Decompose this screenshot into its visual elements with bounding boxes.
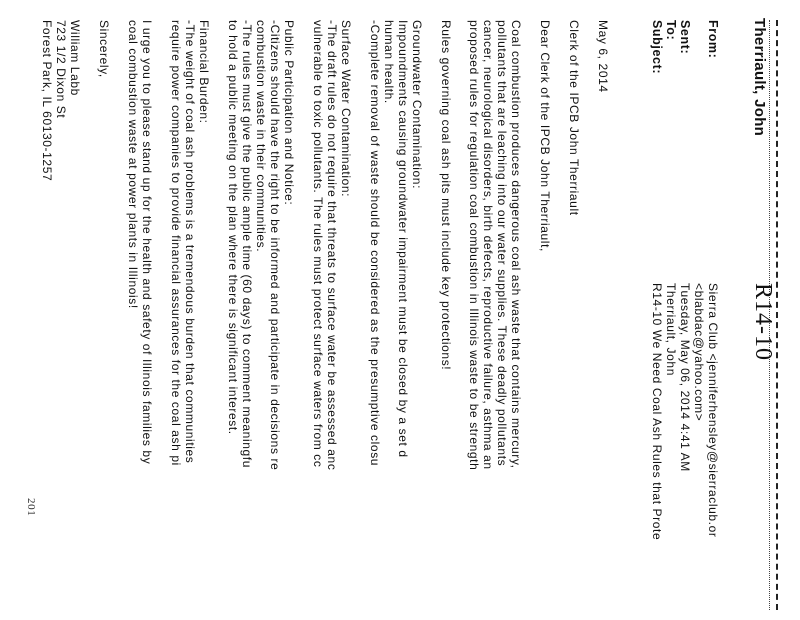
public-participation-line-2: combustion waste in their communities. bbox=[254, 20, 268, 253]
surface-water-line-1: -The draft rules do not require that threats to surface water be assessed anc bbox=[325, 20, 339, 471]
intro-line-4: proposed rules for regulation coal combustion in Illinois waste to be strength bbox=[467, 20, 481, 471]
groundwater-line-2: human health. bbox=[382, 20, 396, 104]
key-protections: Rules governing coal ash pits must include key protections! bbox=[439, 20, 453, 371]
financial-heading: Financial Burden: bbox=[197, 20, 211, 124]
public-participation-line-4: to hold a public meeting on the plan where there is significant interest. bbox=[226, 20, 240, 435]
public-participation-line-1: -Citizens should have the right to be informed and participate in decisions re bbox=[268, 20, 282, 471]
signature-address: 723 1/2 Dixon St bbox=[54, 20, 68, 119]
signoff: Sincerely, bbox=[97, 20, 111, 78]
sent-label: Sent: bbox=[678, 20, 692, 55]
intro-line-2: pollutants that are leaching into our water supplies. These deadly pollutants bbox=[495, 20, 509, 467]
from-value: Sierra Club <jenniferhensley@sierraclub.or bbox=[706, 283, 720, 538]
surface-water-line-2: vulnerable to toxic pollutants. The rules must protect surface waters from cc bbox=[311, 20, 325, 468]
surface-water-heading: Surface Water Contamination: bbox=[339, 20, 353, 198]
subject-label: Subject: bbox=[650, 20, 664, 75]
public-participation-heading: Public Participation and Notice: bbox=[282, 20, 296, 206]
groundwater-line-3: -Complete removal of waste should be considered as the presumptive closu bbox=[368, 20, 382, 467]
sender-heading: Therriault, John bbox=[751, 18, 768, 137]
document-number: R14-10 bbox=[750, 283, 776, 361]
page-number: 201 bbox=[25, 498, 37, 517]
from-value-email: <blabdac@yahoo.com> bbox=[692, 283, 706, 422]
signature-name: William Labb bbox=[68, 20, 82, 96]
financial-line-1: -The weight of coal ash problems is a tremendous burden that communities bbox=[183, 20, 197, 464]
letter-date: May 6, 2014 bbox=[596, 20, 610, 93]
salutation: Dear Clerk of the IPCB John Therriault, bbox=[538, 20, 552, 252]
header-rule-top bbox=[776, 20, 778, 610]
recipient-line: Clerk of the IPCB John Therriault bbox=[567, 20, 581, 216]
groundwater-line-1: Impoundments causing groundwater impairment must be closed by a set d bbox=[396, 20, 410, 458]
sent-value: Tuesday, May 06, 2014 4:41 AM bbox=[678, 283, 692, 472]
signature-city: Forest Park, IL 60130-1257 bbox=[40, 20, 54, 182]
groundwater-heading: Groundwater Contamination: bbox=[410, 20, 424, 190]
financial-line-2: require power companies to provide financial assurances for the coal ash pi bbox=[169, 20, 183, 466]
intro-line-3: cancer, neurological disorders, birth defects, reproductive failure, asthma an bbox=[481, 20, 495, 470]
from-label: From: bbox=[706, 20, 720, 59]
intro-line-1: Coal combustion produces dangerous coal ash waste that contains mercury, bbox=[509, 20, 523, 469]
to-value: Therriault, John bbox=[664, 283, 678, 376]
subject-value: R14-10 We Need Coal Ash Rules that Prote bbox=[650, 283, 664, 541]
closing-request-line-1: I urge you to please stand up for the health and safety of Illinois families by bbox=[140, 20, 154, 465]
to-label: To: bbox=[664, 20, 678, 41]
closing-request-line-2: coal combustion waste at power plants in Illinois! bbox=[126, 20, 140, 309]
public-participation-line-3: -The rules must give the public ample time (60 days) to comment meaningfu bbox=[240, 20, 254, 468]
